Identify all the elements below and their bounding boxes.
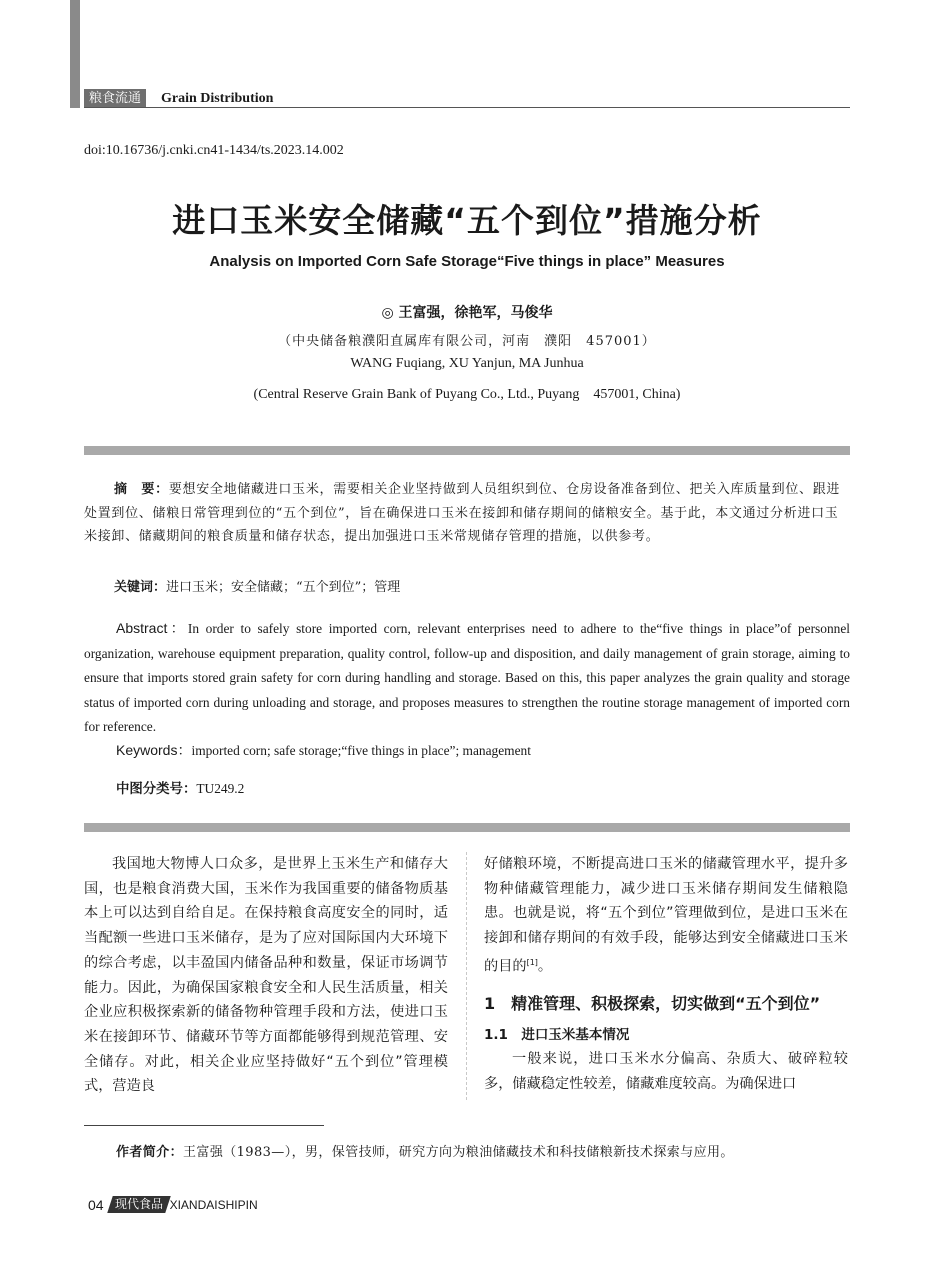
keywords-en-text: imported corn; safe storage;“five things in place”; management — [191, 743, 531, 758]
footnote-rule — [84, 1125, 324, 1126]
intro-paragraph-2-end: 。 — [537, 958, 553, 975]
journal-name-en: XIANDAISHIPIN — [169, 1197, 258, 1212]
abstract-cn-label: 摘 要： — [114, 482, 169, 497]
clc-number — [116, 778, 244, 797]
body-right-column — [484, 852, 848, 1097]
clc-label: 中图分类号： — [116, 782, 197, 797]
abstract-en — [84, 616, 850, 740]
authors-en: WANG Fuqiang, XU Yanjun, MA Junhua — [350, 356, 584, 371]
page-footer — [88, 1196, 258, 1214]
keywords-en — [116, 740, 531, 760]
abstract-top-rule — [84, 446, 850, 455]
author-note-text: 王富强（1983—），男，保管技师，研究方向为粮油储藏技术和科技储粮新技术探索与应用。 — [183, 1145, 734, 1160]
section-title-en: Grain Distribution — [161, 91, 274, 106]
author-note-label: 作者简介： — [116, 1145, 184, 1160]
section-heading-1: 1 精准管理、积极探索，切实做到“五个到位” — [484, 994, 821, 1014]
clc-text: TU249.2 — [196, 781, 245, 796]
intro-paragraph-2 — [484, 852, 848, 979]
body-left-column — [84, 852, 448, 1099]
column-divider — [466, 852, 467, 1100]
doi: doi:10.16736/j.cnki.cn41-1434/ts.2023.14.002 — [84, 143, 344, 158]
title-cn: 进口玉米安全储藏“五个到位”措施分析 — [172, 201, 762, 240]
keywords-en-label: Keywords： — [116, 742, 192, 758]
affiliation-cn: （中央储备粮濮阳直属库有限公司，河南 濮阳 457001） — [278, 334, 656, 349]
journal-name-cn: 现代食品 — [114, 1197, 163, 1212]
affiliation-en: (Central Reserve Grain Bank of Puyang Co., Ltd., Puyang 457001, China) — [253, 387, 681, 402]
author-note — [116, 1141, 734, 1160]
section-tag-cn: 粮食流通 — [84, 89, 146, 108]
abstract-cn-text: 要想安全地储藏进口玉米，需要相关企业坚持做到人员组织到位、仓房设备准备到位、把关入库质量到位、跟进处置到位、储粮日常管理到位的“五个到位”，旨在确保进口玉米在接卸和储存期间的储粮安全。基于此，本文通过分析进口玉米接卸、储藏期间的粮食质量和储存状态，提出加强进口玉米常规储存管理的措施，以供参考。 — [84, 482, 841, 544]
header-side-bar — [70, 0, 80, 108]
abstract-en-label: Abstract： — [116, 620, 188, 636]
title-en: Analysis on Imported Corn Safe Storage“Five things in place” Measures — [209, 253, 725, 270]
header-rule — [84, 107, 850, 108]
keywords-cn — [114, 576, 400, 595]
abstract-en-text: In order to safely store imported corn, relevant enterprises need to adhere to the“five things in place”of personnel organization, warehouse equipment preparation, quality control, follow-up and disposition, and daily management of grain storage, aiming to ensure that imports stored grain safety for corn during handling and storage. Based on this, this paper analyzes the grain quality and storage status of imported corn during unloading and storage, and proposes measures to strengthen the routine storage management of imported corn for reference. — [84, 621, 851, 734]
section-paragraph: 一般来说，进口玉米水分偏高、杂质大、破碎粒较多，储藏稳定性较差，储藏难度较高。为确保进口 — [484, 1051, 848, 1092]
intro-paragraph-2-text: 好储粮环境，不断提高进口玉米的储藏管理水平，提升多物种储藏管理能力，减少进口玉米储存期间发生储粮隐患。也就是说，将“五个到位”管理做到位，是进口玉米在接卸和储存期间的有效手段，能够达到安全储藏进口玉米的目的 — [484, 856, 848, 975]
keywords-cn-label: 关键词： — [114, 580, 167, 595]
page-number: 04 — [88, 1196, 104, 1213]
abstract-cn — [84, 478, 850, 549]
abstract-bottom-rule — [84, 823, 850, 832]
subsection-heading-1-1: 1.1 进口玉米基本情况 — [484, 1027, 630, 1044]
keywords-cn-text: 进口玉米；安全储藏；“五个到位”；管理 — [166, 580, 401, 595]
authors-cn: ◎ 王富强，徐艳军，马俊华 — [381, 305, 553, 321]
intro-paragraph-1: 我国地大物博人口众多，是世界上玉米生产和储存大国，也是粮食消费大国，玉米作为我国重要的储备物质基本上可以达到自给自足。在保持粮食高度安全的同时，适当配额一些进口玉米储存，是为了应对国际国内大环境下的综合考虑，以丰盈国内储备品种和数量，保证市场调节能力。因此，为确保国家粮食安全和人民生活质量，相关企业应积极探索新的储备物种管理手段和方法，使进口玉米在接卸环节、储藏环节等方面都能够得到规范管理、安全储存。对此，相关企业应坚持做好“五个到位”管理模式，营造良 — [84, 856, 448, 1095]
citation-ref: [1] — [526, 957, 538, 967]
journal-tag — [107, 1196, 171, 1213]
